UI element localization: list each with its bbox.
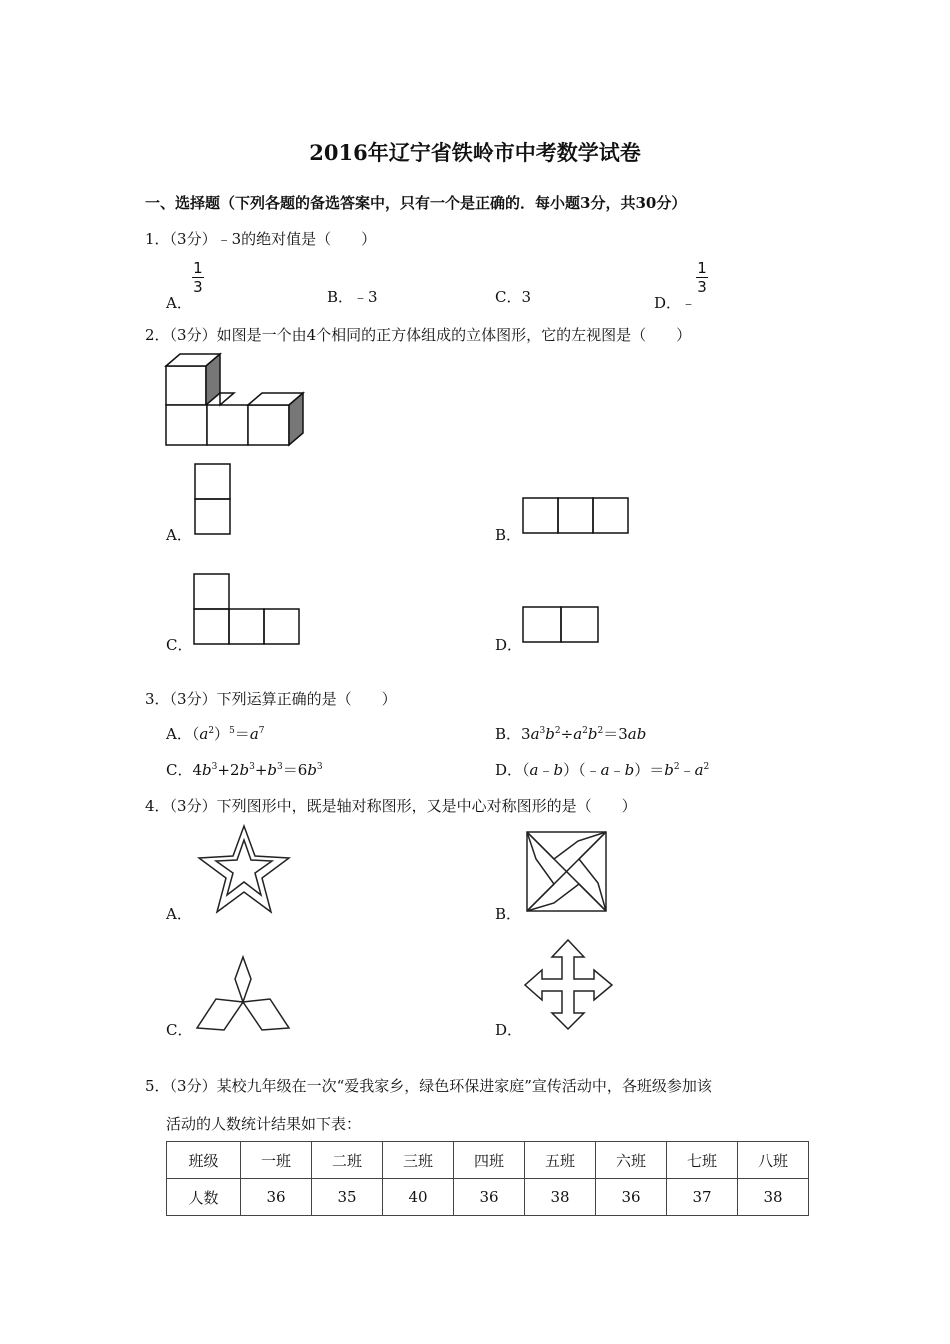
q4-option-a[interactable]: A．	[166, 905, 192, 923]
table-cell: 40	[383, 1179, 454, 1216]
q2-option-d-figure	[522, 606, 600, 644]
q4-option-b-pinwheel-figure	[526, 831, 608, 913]
q4-option-d-arrows-figure	[524, 939, 614, 1031]
table-cell: 七班	[667, 1142, 738, 1179]
q3-option-b[interactable]: B．$3a^3b^2\div a^2b^2=3ab$	[495, 725, 647, 743]
question-5-stem-line2: 活动的人数统计结果如下表：	[166, 1115, 362, 1133]
table-row	[167, 1179, 809, 1216]
question-4-stem: 4．（3分）下列图形中，既是轴对称图形，又是中心对称图形的是（ ）	[145, 797, 637, 815]
table-cell: 35	[312, 1179, 383, 1216]
question-3-stem: 3．（3分）下列运算正确的是（ ）	[145, 690, 397, 708]
table-cell: 四班	[454, 1142, 525, 1179]
q3-option-a[interactable]: A．$(a^2)^5=a^7$	[166, 725, 265, 743]
q1-option-b[interactable]: B．﹣3	[327, 288, 378, 306]
q5-data-table	[166, 1141, 809, 1216]
page-title: 2016年辽宁省铁岭市中考数学试卷	[309, 140, 641, 165]
q1-option-d[interactable]: D．﹣ $\frac{1}{3}$	[654, 259, 707, 312]
table-cell: 38	[525, 1179, 596, 1216]
q2-option-d[interactable]: D．	[495, 636, 523, 654]
table-cell: 36	[241, 1179, 312, 1216]
q2-option-a[interactable]: A．	[166, 526, 192, 544]
table-cell: 37	[667, 1179, 738, 1216]
q2-cube-figure	[165, 353, 315, 448]
q3-option-c[interactable]: C．$4b^3+2b^3+b^3=6b^3$	[166, 761, 323, 779]
table-cell: 六班	[596, 1142, 667, 1179]
q2-option-c[interactable]: C．	[166, 636, 193, 654]
table-cell: 36	[454, 1179, 525, 1216]
table-cell: 三班	[383, 1142, 454, 1179]
q1-option-a[interactable]: A． $\frac{1}{3}$	[166, 259, 203, 312]
q1-option-a-fraction: $\frac{1}{3}$	[193, 259, 203, 296]
q2-option-b-figure	[522, 497, 630, 535]
q4-option-c[interactable]: C．	[166, 1021, 193, 1039]
table-header-row	[167, 1142, 809, 1179]
table-cell: 二班	[312, 1142, 383, 1179]
table-cell: 38	[738, 1179, 809, 1216]
q4-option-b[interactable]: B．	[495, 905, 522, 923]
table-cell: 36	[596, 1179, 667, 1216]
q2-option-b[interactable]: B．	[495, 526, 522, 544]
q2-option-a-figure	[194, 463, 232, 535]
table-cell: 一班	[241, 1142, 312, 1179]
q3-option-d[interactable]: D．$(a﹣b)(﹣a﹣b)=b^2﹣a^2$	[495, 761, 710, 779]
q4-option-d[interactable]: D．	[495, 1021, 523, 1039]
q4-option-a-star-figure	[199, 824, 291, 914]
q1-option-d-fraction: $\frac{1}{3}$	[697, 259, 707, 296]
q1-option-c[interactable]: C．3	[495, 288, 532, 306]
table-cell: 八班	[738, 1142, 809, 1179]
question-2-stem: 2．（3分）如图是一个由4个相同的正方体组成的立体图形，它的左视图是（ ）	[145, 326, 692, 344]
table-cell: 五班	[525, 1142, 596, 1179]
question-5-stem-line1: 5．（3分）某校九年级在一次“爱我家乡，绿色环保进家庭”宣传活动中，各班级参加该	[145, 1077, 712, 1095]
table-cell: 人数	[167, 1179, 241, 1216]
section-heading: 一、选择题（下列各题的备选答案中，只有一个是正确的．每小题3分，共30分）	[145, 194, 687, 212]
question-1-stem: 1．（3分）﹣3的绝对值是（ ）	[145, 230, 377, 248]
q4-option-c-rhombus-figure	[196, 956, 291, 1032]
table-cell: 班级	[167, 1142, 241, 1179]
q2-option-c-figure	[193, 573, 301, 645]
